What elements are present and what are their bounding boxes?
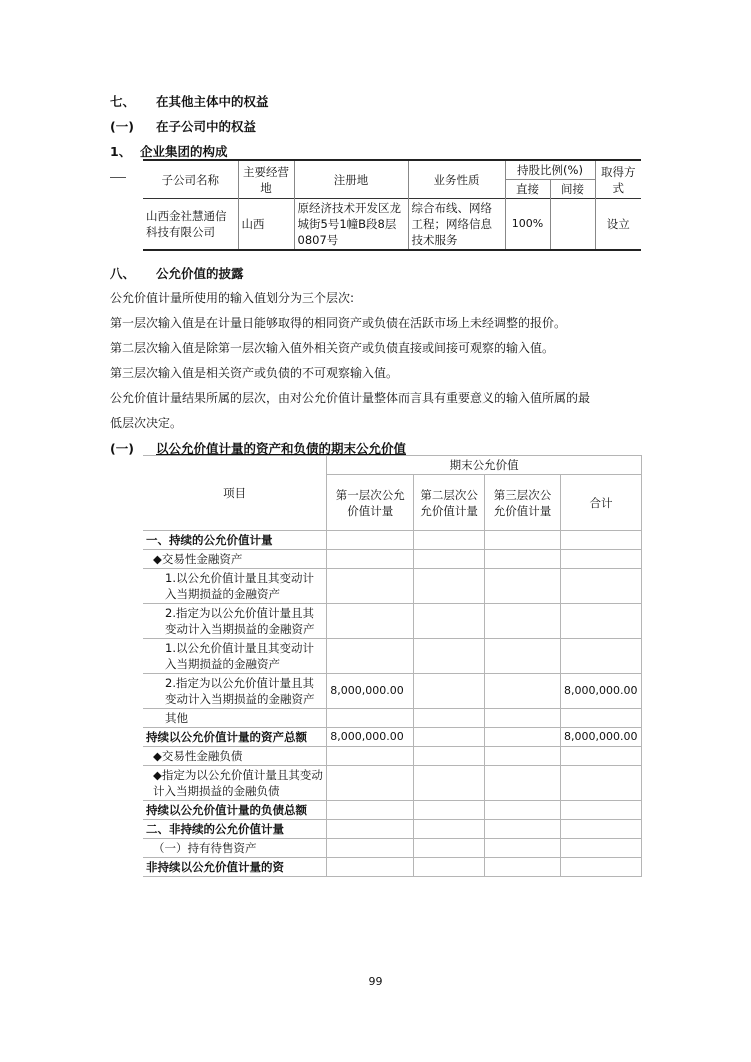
cell-item: 2.指定为以公允价值计量且其变动计入当期损益的金融资产 xyxy=(143,604,327,639)
header-direct: 直接 xyxy=(505,180,550,199)
table-row xyxy=(143,839,642,858)
heading-section-7-1-1 xyxy=(110,142,228,160)
heading-text: 公允价值的披露 xyxy=(156,266,244,281)
cell-level-1 xyxy=(327,550,414,569)
cell-level-3 xyxy=(485,550,561,569)
paragraph: 第一层次输入值是在计量日能够取得的相同资产或负债在活跃市场上未经调整的报价。 xyxy=(110,316,567,330)
cell-level-1 xyxy=(327,747,414,766)
table-row xyxy=(143,569,642,604)
cell-total xyxy=(560,820,641,839)
cell-total xyxy=(560,709,641,728)
cell-level-2 xyxy=(414,550,485,569)
cell-level-3 xyxy=(485,858,561,877)
cell-total xyxy=(560,604,641,639)
cell-item: 非持续以公允价值计量的资 xyxy=(143,858,327,877)
cell-item: 二、非持续的公允价值计量 xyxy=(143,820,327,839)
cell-level-3 xyxy=(485,604,561,639)
paragraph: 第三层次输入值是相关资产或负债的不可观察输入值。 xyxy=(110,366,399,380)
cell-total xyxy=(560,801,641,820)
header-acquisition-method: 取得方式 xyxy=(595,160,641,199)
cell-level-3 xyxy=(485,709,561,728)
header-level-3: 第三层次公允价值计量 xyxy=(485,475,561,531)
header-total: 合计 xyxy=(560,475,641,531)
cell-item: 持续以公允价值计量的负债总额 xyxy=(143,801,327,820)
cell-level-1 xyxy=(327,766,414,801)
header-registered-place: 注册地 xyxy=(294,160,408,199)
cell-item: 2.指定为以公允价值计量且其变动计入当期损益的金融资产 xyxy=(143,674,327,709)
cell-level-1 xyxy=(327,801,414,820)
table-row xyxy=(143,709,642,728)
table-row xyxy=(143,747,642,766)
cell-level-1 xyxy=(327,839,414,858)
header-main-place: 主要经营地 xyxy=(238,160,294,199)
page-number: 99 xyxy=(368,975,383,988)
cell-item: 1.以公允价值计量且其变动计入当期损益的金融资产 xyxy=(143,569,327,604)
cell-total xyxy=(560,858,641,877)
cell-item: 一、持续的公允价值计量 xyxy=(143,531,327,550)
margin-dash xyxy=(110,177,126,178)
cell-level-2 xyxy=(414,801,485,820)
heading-number: (一) xyxy=(110,441,134,456)
cell-level-3 xyxy=(485,531,561,550)
heading-section-7-1 xyxy=(110,117,256,135)
cell-level-2 xyxy=(414,531,485,550)
cell-level-2 xyxy=(414,820,485,839)
cell-level-3 xyxy=(485,747,561,766)
heading-number: (一) xyxy=(110,119,134,134)
cell-level-1: 8,000,000.00 xyxy=(327,728,414,747)
cell-business-nature: 综合布线、网络工程；网络信息技术服务 xyxy=(408,199,505,251)
heading-number: 八、 xyxy=(110,266,136,281)
fair-value-table xyxy=(143,455,642,877)
table-row xyxy=(143,674,642,709)
fair-value-table-body xyxy=(143,531,642,877)
header-business-nature: 业务性质 xyxy=(408,160,505,199)
table-row xyxy=(143,858,642,877)
cell-level-1 xyxy=(327,709,414,728)
heading-text: 在其他主体中的权益 xyxy=(156,94,269,109)
cell-level-1 xyxy=(327,858,414,877)
paragraph: 低层次决定。 xyxy=(110,416,183,430)
table-row xyxy=(143,531,642,550)
paragraph: 第二层次输入值是除第一层次输入值外相关资产或负债直接或间接可观察的输入值。 xyxy=(110,341,555,355)
table-row xyxy=(143,728,642,747)
cell-total xyxy=(560,639,641,674)
cell-item: 1.以公允价值计量且其变动计入当期损益的金融资产 xyxy=(143,639,327,674)
cell-total xyxy=(560,839,641,858)
cell-level-1 xyxy=(327,639,414,674)
heading-number: 1、 xyxy=(110,144,132,159)
cell-level-1 xyxy=(327,531,414,550)
cell-level-2 xyxy=(414,747,485,766)
cell-level-3 xyxy=(485,766,561,801)
cell-registered-place: 原经济技术开发区龙城街5号1幢B段8层0807号 xyxy=(294,199,408,251)
cell-item: ◆交易性金融资产 xyxy=(143,550,327,569)
cell-indirect xyxy=(550,199,595,251)
cell-item: （一）持有待售资产 xyxy=(143,839,327,858)
cell-level-3 xyxy=(485,569,561,604)
table-row xyxy=(143,639,642,674)
heading-text: 企业集团的构成 xyxy=(140,144,228,159)
cell-level-3 xyxy=(485,728,561,747)
heading-section-7 xyxy=(110,92,269,110)
heading-text: 以公允价值计量的资产和负债的期末公允价值 xyxy=(156,441,407,456)
heading-number: 七、 xyxy=(110,94,136,109)
heading-text: 在子公司中的权益 xyxy=(156,119,257,134)
table-row xyxy=(143,801,642,820)
cell-total xyxy=(560,531,641,550)
header-subsidiary-name: 子公司名称 xyxy=(143,160,238,199)
cell-total xyxy=(560,766,641,801)
cell-level-3 xyxy=(485,839,561,858)
cell-total: 8,000,000.00 xyxy=(560,674,641,709)
cell-main-place: 山西 xyxy=(238,199,294,251)
header-holding-ratio: 持股比例(%) xyxy=(505,160,595,180)
cell-level-2 xyxy=(414,728,485,747)
cell-total xyxy=(560,747,641,766)
header-indirect: 间接 xyxy=(550,180,595,199)
table-row xyxy=(143,766,642,801)
cell-level-2 xyxy=(414,674,485,709)
header-level-1: 第一层次公允价值计量 xyxy=(327,475,414,531)
cell-level-1 xyxy=(327,820,414,839)
cell-level-2 xyxy=(414,709,485,728)
cell-level-1 xyxy=(327,604,414,639)
cell-level-3 xyxy=(485,639,561,674)
cell-total xyxy=(560,569,641,604)
header-period-end-fair-value: 期末公允价值 xyxy=(327,456,642,475)
table-row xyxy=(143,820,642,839)
cell-total: 8,000,000.00 xyxy=(560,728,641,747)
paragraph: 公允价值计量结果所属的层次，由对公允价值计量整体而言具有重要意义的输入值所属的最 xyxy=(110,391,591,405)
cell-level-2 xyxy=(414,858,485,877)
cell-acquisition-method: 设立 xyxy=(595,199,641,251)
cell-level-2 xyxy=(414,639,485,674)
table-row xyxy=(143,604,642,639)
cell-direct: 100% xyxy=(505,199,550,251)
cell-subsidiary-name: 山西金社慧通信科技有限公司 xyxy=(143,199,238,251)
table-row xyxy=(143,550,642,569)
header-item: 项目 xyxy=(143,456,327,531)
cell-level-1: 8,000,000.00 xyxy=(327,674,414,709)
subsidiary-table xyxy=(143,159,641,251)
cell-level-3 xyxy=(485,674,561,709)
cell-level-1 xyxy=(327,569,414,604)
paragraph: 公允价值计量所使用的输入值划分为三个层次: xyxy=(110,291,355,305)
cell-item: ◆交易性金融负债 xyxy=(143,747,327,766)
cell-item: 持续以公允价值计量的资产总额 xyxy=(143,728,327,747)
cell-level-3 xyxy=(485,820,561,839)
cell-item: ◆指定为以公允价值计量且其变动计入当期损益的金融负债 xyxy=(143,766,327,801)
header-level-2: 第二层次公允价值计量 xyxy=(414,475,485,531)
cell-level-3 xyxy=(485,801,561,820)
cell-total xyxy=(560,550,641,569)
cell-level-2 xyxy=(414,839,485,858)
cell-item: 其他 xyxy=(143,709,327,728)
cell-level-2 xyxy=(414,604,485,639)
heading-section-8 xyxy=(110,264,244,282)
cell-level-2 xyxy=(414,766,485,801)
cell-level-2 xyxy=(414,569,485,604)
